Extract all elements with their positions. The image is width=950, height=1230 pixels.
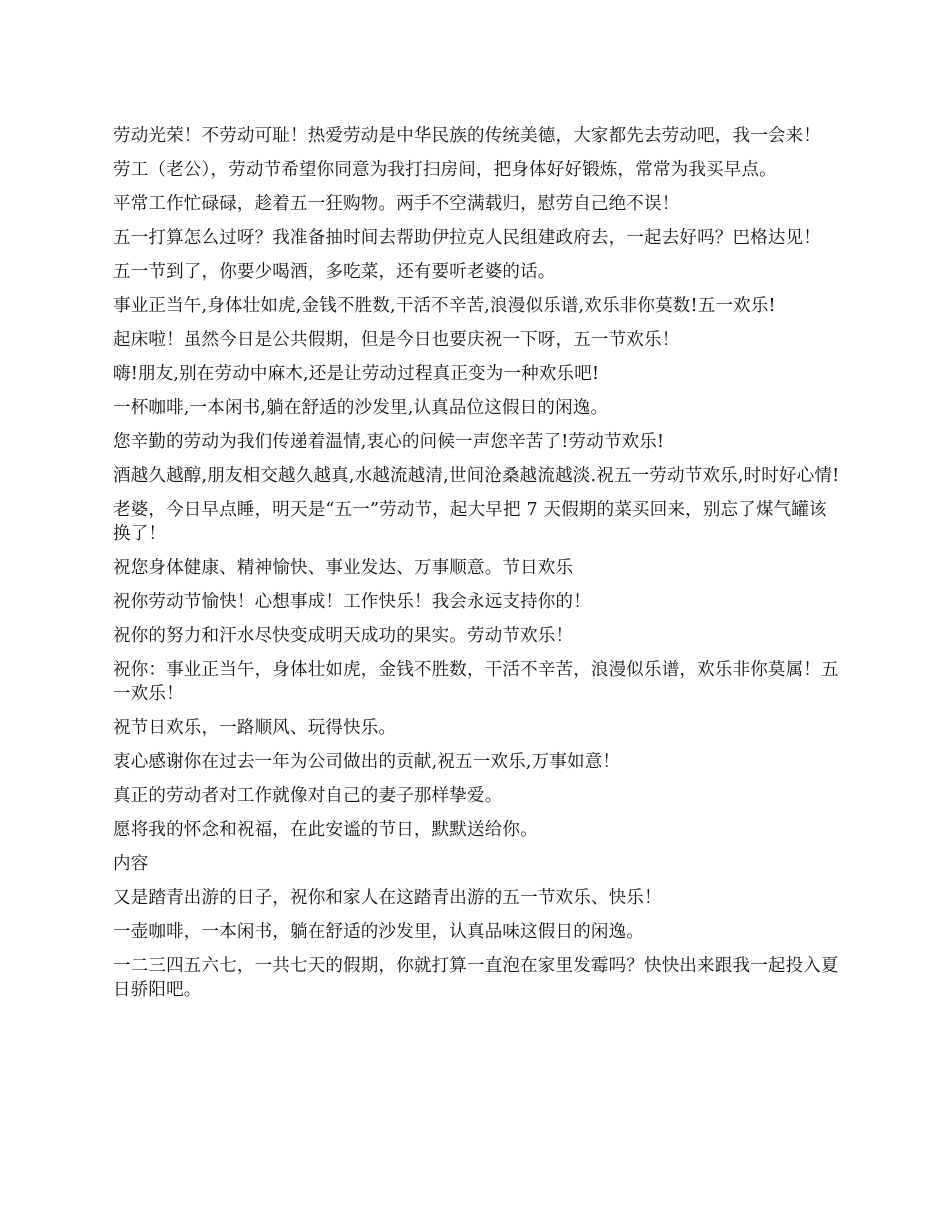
paragraph: 五一节到了，你要少喝酒，多吃菜，还有要听老婆的话。 (113, 262, 556, 282)
paragraph: 真正的劳动者对工作就像对自己的妻子那样挚爱。 (113, 786, 503, 806)
paragraph: 您辛勤的劳动为我们传递着温情,衷心的问候一声您辛苦了!劳动节欢乐! (113, 432, 665, 452)
paragraph: 老婆，今日早点睡，明天是“五一”劳动节，起大早把 7 天假期的菜买回来，别忘了煤气罐该换了！ (113, 500, 827, 544)
section-heading: 内容 (113, 854, 149, 874)
paragraph: 五一打算怎么过呀？我准备抽时间去帮助伊拉克人民组建政府去，一起去好吗？巴格达见！ (113, 228, 821, 248)
paragraph: 愿将我的怀念和祝福，在此安谧的节日，默默送给你。 (113, 820, 538, 840)
paragraph: 劳动光荣！不劳动可耻！热爱劳动是中华民族的传统美德，大家都先去劳动吧，我一会来！ (113, 126, 821, 146)
paragraph: 事业正当午,身体壮如虎,金钱不胜数,干活不辛苦,浪漫似乐谱,欢乐非你莫数!五一欢乐! (113, 296, 776, 316)
paragraph: 一杯咖啡,一本闲书,躺在舒适的沙发里,认真品位这假日的闲逸。 (113, 398, 609, 418)
paragraph: 嗨!朋友,别在劳动中麻木,还是让劳动过程真正变为一种欢乐吧! (113, 364, 600, 384)
paragraph: 祝你劳动节愉快！心想事成！工作快乐！我会永远支持你的！ (113, 592, 591, 612)
paragraph: 劳工（老公），劳动节希望你同意为我打扫房间，把身体好好锻炼，常常为我买早点。 (113, 160, 777, 180)
paragraph: 一二三四五六七，一共七天的假期，你就打算一直泡在家里发霉吗？快快出来跟我一起投入夏日骄阳吧。 (113, 956, 839, 1000)
paragraph: 祝您身体健康、精神愉快、事业发达、万事顺意。节日欢乐 (113, 558, 574, 578)
paragraph: 祝你的努力和汗水尽快变成明天成功的果实。劳动节欢乐！ (113, 626, 574, 646)
paragraph: 平常工作忙碌碌，趁着五一狂购物。两手不空满载归，慰劳自己绝不误！ (113, 194, 680, 214)
paragraph: 又是踏青出游的日子，祝你和家人在这踏青出游的五一节欢乐、快乐！ (113, 888, 662, 908)
paragraph: 祝你：事业正当午，身体壮如虎，金钱不胜数，干活不辛苦，浪漫似乐谱，欢乐非你莫属！五一欢乐！ (113, 660, 839, 704)
paragraph: 酒越久越醇,朋友相交越久越真,水越流越清,世间沧桑越流越淡.祝五一劳动节欢乐,时时好心情! (113, 466, 840, 486)
paragraph: 一壶咖啡，一本闲书，躺在舒适的沙发里，认真品味这假日的闲逸。 (113, 922, 644, 942)
paragraph: 衷心感谢你在过去一年为公司做出的贡献,祝五一欢乐,万事如意！ (113, 752, 621, 772)
paragraph: 起床啦！虽然今日是公共假期，但是今日也要庆祝一下呀，五一节欢乐！ (113, 330, 680, 350)
document-body (113, 124, 843, 1012)
paragraph: 祝节日欢乐，一路顺风、玩得快乐。 (113, 718, 397, 738)
